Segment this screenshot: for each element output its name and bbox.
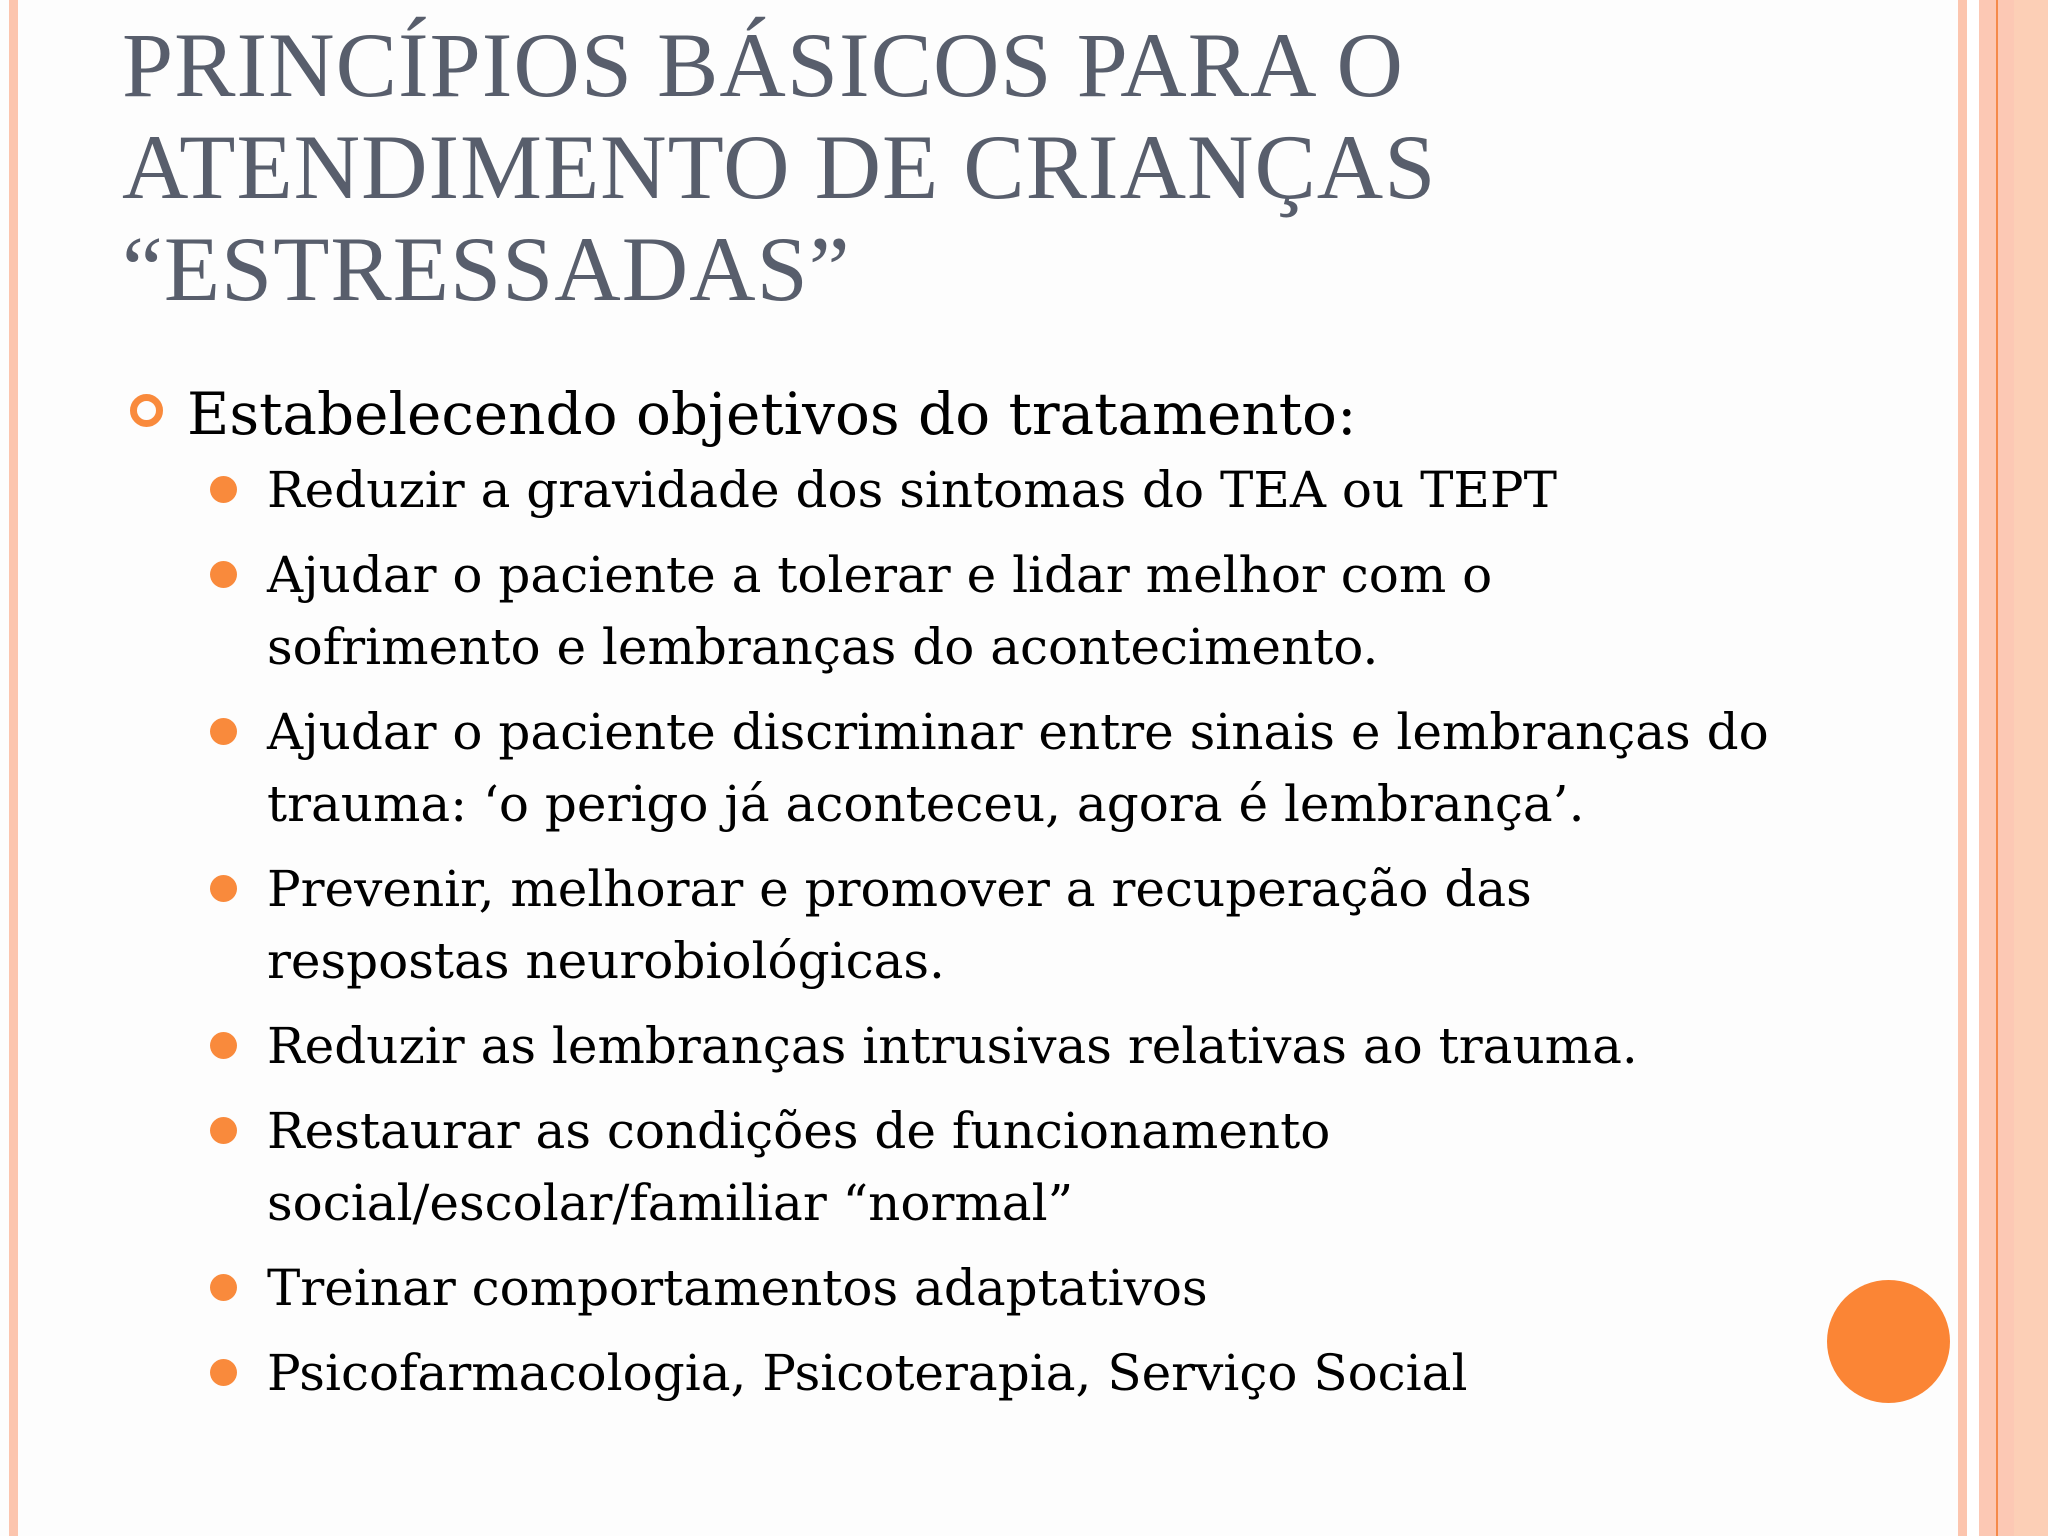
title-line: “ESTRESSADAS” [122, 218, 851, 320]
slide-body [130, 374, 1770, 1422]
main-bullet [130, 374, 1770, 454]
bullet-dot-icon [210, 718, 237, 745]
list-item-text: Prevenir, melhorar e promover a recuperação das respostas neurobiológicas. [267, 860, 1532, 990]
list-item [267, 454, 1770, 526]
list-item [267, 1095, 1770, 1239]
main-bullet-text: Estabelecendo objetivos do tratamento: [187, 380, 1357, 448]
bullet-dot-icon [210, 1032, 237, 1059]
border-stripe [2014, 0, 2048, 1536]
bullet-dot-icon [210, 1359, 237, 1386]
list-item [267, 539, 1770, 683]
list-item-text: Ajudar o paciente discriminar entre sinais e lembranças do trauma: ‘o perigo já aconteceu, agora é lembrança’. [267, 703, 1769, 833]
list-item [267, 853, 1770, 997]
bullet-dot-icon [210, 476, 237, 503]
right-border-stripes [1958, 0, 2048, 1536]
list-item [267, 1252, 1770, 1324]
list-item [267, 1010, 1770, 1082]
list-item-text: Treinar comportamentos adaptativos [267, 1259, 1208, 1317]
sub-bullet-list [267, 454, 1770, 1409]
list-item [267, 696, 1770, 840]
slide-title [122, 14, 1722, 320]
border-stripe [1998, 0, 2014, 1536]
decorative-orange-circle [1827, 1280, 1950, 1403]
list-item-text: Reduzir a gravidade dos sintomas do TEA ou TEPT [267, 461, 1557, 519]
bullet-dot-icon [210, 561, 237, 588]
border-gap [1967, 0, 1979, 1536]
list-item [267, 1337, 1770, 1409]
left-border-stripe [9, 0, 18, 1536]
list-item-text: Restaurar as condições de funcionamento social/escolar/familiar “normal” [267, 1102, 1331, 1232]
bullet-dot-icon [210, 875, 237, 902]
border-stripe [1958, 0, 1967, 1536]
hollow-circle-bullet-icon [130, 394, 163, 427]
border-stripe [1979, 0, 1996, 1536]
title-line: ATENDIMENTO DE CRIANÇAS [122, 116, 1437, 218]
bullet-dot-icon [210, 1274, 237, 1301]
list-item-text: Psicofarmacologia, Psicoterapia, Serviço Social [267, 1344, 1468, 1402]
bullet-dot-icon [210, 1117, 237, 1144]
list-item-text: Reduzir as lembranças intrusivas relativas ao trauma. [267, 1017, 1638, 1075]
title-line: PRINCÍPIOS BÁSICOS PARA O [122, 14, 1404, 116]
list-item-text: Ajudar o paciente a tolerar e lidar melhor com o sofrimento e lembranças do acontecimento. [267, 546, 1493, 676]
